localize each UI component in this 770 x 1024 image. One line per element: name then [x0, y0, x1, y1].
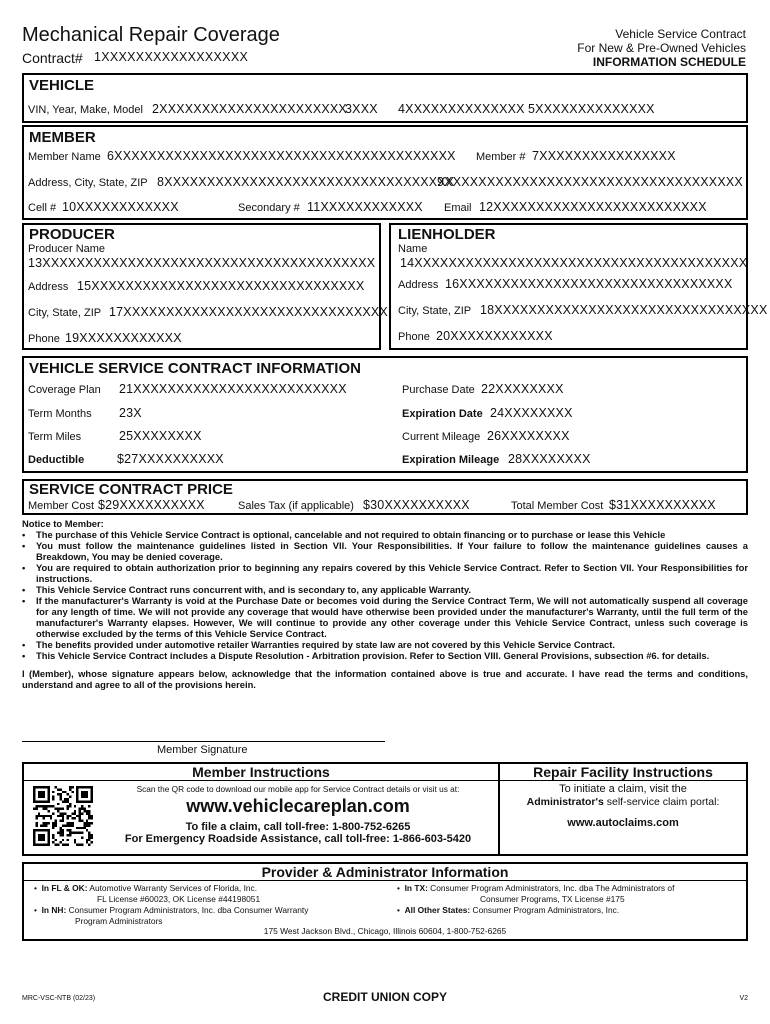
- bullet: •: [397, 883, 400, 893]
- member-title: MEMBER: [29, 129, 96, 146]
- lienholder-phone-label: Phone: [398, 331, 430, 343]
- expiration-mileage-field[interactable]: 28XXXXXXXX: [508, 452, 591, 466]
- bullet: •: [22, 562, 26, 573]
- producer-city-field[interactable]: 17XXXXXXXXXXXXXXXXXXXXXXXXXXXXXXX: [109, 305, 388, 319]
- current-mileage-label: Current Mileage: [402, 431, 481, 443]
- notice-text: You must follow the maintenance guidelines listed in Section VII. Your Responsibilities. If Your failure to follow the maintenance guidelines causes a Breakdown, You may be denied coverage.: [36, 540, 748, 562]
- term-months-label: Term Months: [28, 408, 92, 420]
- expiration-mileage-label: Expiration Mileage: [402, 454, 500, 466]
- bullet: •: [22, 650, 26, 661]
- member-cost-field[interactable]: $29XXXXXXXXXX: [98, 498, 205, 512]
- notice-item: [22, 584, 748, 595]
- producer-phone-label: Phone: [28, 333, 60, 345]
- email-label: Email: [444, 202, 472, 214]
- other-states-text: Consumer Program Administrators, Inc.: [470, 905, 620, 915]
- price-title: SERVICE CONTRACT PRICE: [29, 481, 233, 498]
- member-instructions-title: Member Instructions: [192, 764, 330, 780]
- notice-text: You are required to obtain authorization prior to beginning any repairs covered by this Vehicle Service Contract. Refer to Section VII. Your Responsibilities for instructions.: [36, 562, 748, 584]
- repair-line1: To initiate a claim, visit the: [559, 783, 687, 795]
- lienholder-city-field[interactable]: 18XXXXXXXXXXXXXXXXXXXXXXXXXXXXXXXX: [480, 303, 768, 317]
- purchase-date-label: Purchase Date: [402, 384, 475, 396]
- producer-phone-field[interactable]: 19XXXXXXXXXXXX: [65, 331, 182, 345]
- contract-number-label: Contract#: [22, 50, 83, 66]
- notice-text: This Vehicle Service Contract includes a Dispute Resolution - Arbitration provision. Refer to Section VIII. General Provisions, subsection #6. for details.: [36, 650, 710, 661]
- vin-field[interactable]: 2XXXXXXXXXXXXXXXXXXXXXX: [152, 102, 347, 116]
- tx-label: In TX:: [404, 883, 428, 893]
- tx-text: Consumer Program Administrators, Inc. dba The Administrators of: [427, 883, 675, 893]
- repair-line2-rest: self-service claim portal:: [603, 796, 720, 808]
- provider-other: [397, 905, 619, 915]
- year-field[interactable]: 3XXX: [345, 102, 378, 116]
- header-right-line1: Vehicle Service Contract: [615, 27, 746, 41]
- producer-name-label: Producer Name: [28, 243, 106, 255]
- sales-tax-label: Sales Tax (if applicable): [238, 500, 354, 512]
- lienholder-name-field[interactable]: 14XXXXXXXXXXXXXXXXXXXXXXXXXXXXXXXXXXXXXXX: [400, 256, 748, 270]
- provider-header-rule: [22, 880, 748, 881]
- contract-info-title: VEHICLE SERVICE CONTRACT INFORMATION: [29, 360, 361, 377]
- producer-title: PRODUCER: [29, 226, 115, 243]
- notice-item: [22, 595, 748, 639]
- scan-text: Scan the QR code to download our mobile app for Service Contract details or visit us at:: [136, 784, 460, 794]
- term-months-field[interactable]: 23X: [119, 406, 142, 420]
- notice-item: [22, 639, 748, 650]
- provider-nh: [34, 905, 308, 915]
- member-name-label: Member Name: [28, 151, 101, 163]
- current-mileage-field[interactable]: 26XXXXXXXX: [487, 429, 570, 443]
- sales-tax-field[interactable]: $30XXXXXXXXXX: [363, 498, 470, 512]
- producer-city-label: City, State, ZIP: [28, 307, 102, 319]
- header-right-line3: INFORMATION SCHEDULE: [592, 55, 746, 69]
- form-code: MRC-VSC-NTB (02/23): [22, 995, 96, 1002]
- lienholder-city-label: City, State, ZIP: [398, 305, 472, 317]
- total-cost-label: Total Member Cost: [511, 500, 604, 512]
- purchase-date-field[interactable]: 22XXXXXXXX: [481, 382, 564, 396]
- cell-field[interactable]: 10XXXXXXXXXXXX: [62, 200, 179, 214]
- bullet: •: [22, 595, 26, 606]
- version-label: V2: [739, 995, 748, 1002]
- lienholder-name-label: Name: [398, 243, 428, 255]
- acknowledgement: I (Member), whose signature appears below, acknowledge that the information contained above is true and accurate. I have read the terms and conditions, understand and agree to all of the provisions herein.: [22, 668, 748, 690]
- lienholder-address-field[interactable]: 16XXXXXXXXXXXXXXXXXXXXXXXXXXXXXXXX: [445, 277, 733, 291]
- expiration-date-field[interactable]: 24XXXXXXXX: [490, 406, 573, 420]
- notice-text: The purchase of this Vehicle Service Contract is optional, cancelable and not required to obtain financing or to purchase or lease this Vehicle: [36, 529, 666, 540]
- member-cost-label: Member Cost: [28, 500, 95, 512]
- email-field[interactable]: 12XXXXXXXXXXXXXXXXXXXXXXXXX: [479, 200, 707, 214]
- coverage-plan-label: Coverage Plan: [28, 384, 101, 396]
- qr-code-icon[interactable]: [33, 786, 93, 846]
- member-address-field[interactable]: 8XXXXXXXXXXXXXXXXXXXXXXXXXXXXXXXXXX: [157, 175, 455, 189]
- notice-item: [22, 650, 748, 661]
- fl-ok-license: FL License #60023, OK License #44198051: [97, 894, 261, 904]
- notice-text: The benefits provided under automotive retailer Warranties required by state law are not covered by this Vehicle Service Contract.: [36, 639, 615, 650]
- member-number-field[interactable]: 7XXXXXXXXXXXXXXXX: [532, 149, 676, 163]
- other-states-label: All Other States:: [404, 905, 471, 915]
- repair-line2-bold: Administrator's: [526, 796, 604, 808]
- roadside-phone-line: For Emergency Roadside Assistance, call toll-free: 1-866-603-5420: [124, 833, 472, 845]
- notice-text: If the manufacturer's Warranty is void at the Purchase Date or becomes void during the Service Contract Term, We will not automatically suspend all coverage for any length of time. We will not provide any coverage that would have otherwise been provided under the manufacturer's Warranty, until the full term of the manufacturer's Warranty elapses. However, We will continue to provide any other coverage under this Vehicle Service Contract, unless such coverage is otherwise excluded by the terms of this Vehicle Service Contract.: [36, 595, 748, 639]
- member-city-field[interactable]: 9XXXXXXXXXXXXXXXXXXXXXXXXXXXXXXXXXXX: [437, 175, 743, 189]
- member-name-field[interactable]: 6XXXXXXXXXXXXXXXXXXXXXXXXXXXXXXXXXXXXXXXX: [107, 149, 456, 163]
- term-miles-field[interactable]: 25XXXXXXXX: [119, 429, 202, 443]
- notice-item: [22, 529, 748, 540]
- claim-phone-line: To file a claim, call toll-free: 1-800-752-6265: [185, 821, 411, 833]
- bullet: •: [22, 584, 26, 595]
- copy-label: CREDIT UNION COPY: [322, 990, 447, 1004]
- provider-tx: [397, 883, 674, 893]
- term-miles-label: Term Miles: [28, 431, 82, 443]
- tx-license: Consumer Programs, TX License #175: [480, 894, 625, 904]
- total-cost-field[interactable]: $31XXXXXXXXXX: [609, 498, 716, 512]
- repair-line2: [500, 796, 746, 808]
- instructions-header-rule: [22, 780, 748, 781]
- deductible-field[interactable]: $27XXXXXXXXXX: [117, 452, 224, 466]
- secondary-phone-field[interactable]: 11XXXXXXXXXXXX: [307, 200, 423, 214]
- secondary-phone-label: Secondary #: [238, 202, 300, 214]
- model-field[interactable]: 5XXXXXXXXXXXXXX: [528, 102, 655, 116]
- nh-label: In NH:: [41, 905, 67, 915]
- deductible-label: Deductible: [28, 454, 85, 466]
- provider-fl-ok: [34, 883, 257, 893]
- expiration-date-label: Expiration Date: [402, 408, 483, 420]
- bullet: •: [34, 905, 37, 915]
- claims-portal-link[interactable]: www.autoclaims.com: [567, 817, 679, 829]
- make-field[interactable]: 4XXXXXXXXXXXXXX: [398, 102, 525, 116]
- cell-label: Cell #: [28, 202, 57, 214]
- lienholder-phone-field[interactable]: 20XXXXXXXXXXXX: [436, 329, 553, 343]
- member-address-label: Address, City, State, ZIP: [28, 177, 148, 189]
- vehicle-label: VIN, Year, Make, Model: [28, 104, 143, 116]
- bullet: •: [22, 639, 26, 650]
- nh-text-cont: Program Administrators: [75, 916, 163, 926]
- coverage-plan-field[interactable]: 21XXXXXXXXXXXXXXXXXXXXXXXXX: [119, 382, 347, 396]
- notice-text: This Vehicle Service Contract runs concurrent with, and is secondary to, any applicable Warranty.: [36, 584, 472, 595]
- page-title: Mechanical Repair Coverage: [22, 24, 280, 46]
- bullet: •: [397, 905, 400, 915]
- repair-facility-title: Repair Facility Instructions: [533, 764, 713, 780]
- producer-name-field[interactable]: 13XXXXXXXXXXXXXXXXXXXXXXXXXXXXXXXXXXXXXXX: [28, 256, 376, 270]
- administrator-address: 175 West Jackson Blvd., Chicago, Illinois 60604, 1-800-752-6265: [263, 926, 507, 936]
- bullet: •: [34, 883, 37, 893]
- lienholder-address-label: Address: [398, 279, 439, 291]
- fl-ok-text: Automotive Warranty Services of Florida, Inc.: [87, 883, 258, 893]
- nh-text: Consumer Program Administrators, Inc. dba Consumer Warranty: [66, 905, 309, 915]
- bullet: •: [22, 529, 26, 540]
- notice-item: [22, 540, 748, 562]
- header-right-line2: For New & Pre-Owned Vehicles: [577, 41, 746, 55]
- producer-address-label: Address: [28, 281, 69, 293]
- bullet: •: [22, 540, 26, 551]
- member-number-label: Member #: [476, 151, 526, 163]
- fl-ok-label: In FL & OK:: [41, 883, 88, 893]
- vehicle-title: VEHICLE: [29, 77, 95, 94]
- signature-label: Member Signature: [157, 744, 248, 756]
- producer-address-field[interactable]: 15XXXXXXXXXXXXXXXXXXXXXXXXXXXXXXXX: [77, 279, 365, 293]
- website-link[interactable]: www.vehiclecareplan.com: [186, 796, 410, 816]
- signature-line[interactable]: [22, 741, 385, 742]
- notice-item: [22, 562, 748, 584]
- lienholder-title: LIENHOLDER: [398, 226, 496, 243]
- provider-title: Provider & Administrator Information: [261, 864, 509, 880]
- notice-heading: Notice to Member:: [22, 518, 104, 529]
- contract-number-value: 1XXXXXXXXXXXXXXXXX: [94, 50, 249, 64]
- notice-to-member: [22, 518, 748, 690]
